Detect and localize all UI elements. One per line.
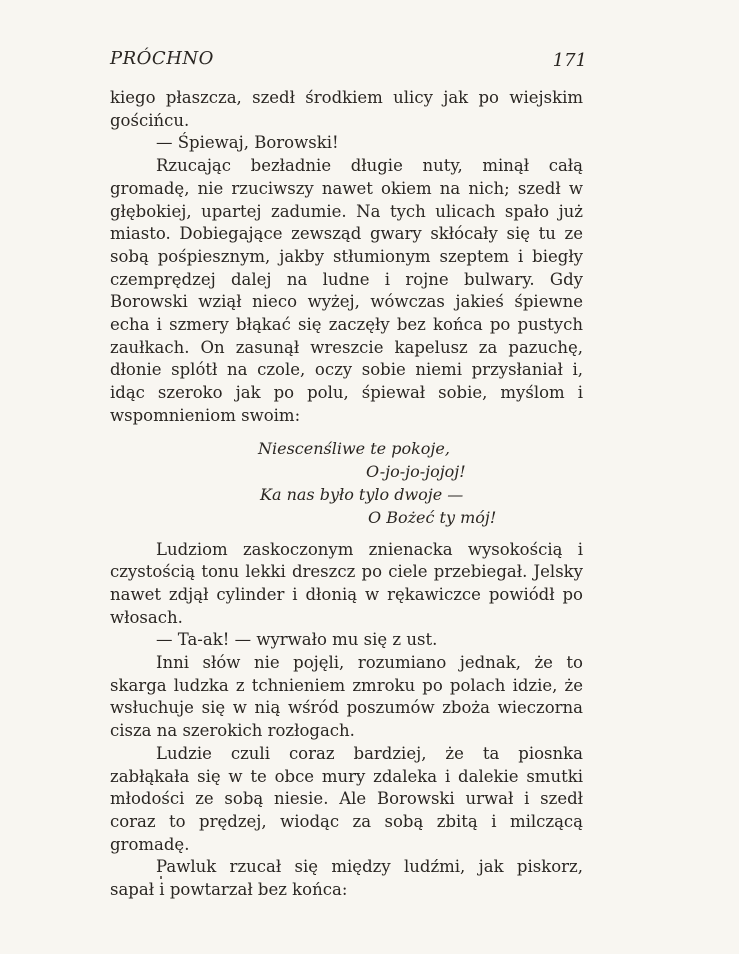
paragraph: Rzucając bezładnie długie nuty, minął całą gromadę, nie rzuciwszy nawet okiem na nich; szedł w głębokiej, upartej zadumie. Na tych ulicach spało już miasto. Dobiegające zewsząd gwary skłócały się tu ze sobą pośpiesznym, jakby stłumionym szeptem i biegły czemprędzej dalej na ludne i rojne bulwary. Gdy Borowski wziął nieco wyżej, wówczas jakieś śpiewne echa i szmery błąkać się zaczęły bez końca po pustych zaułkach. On zasunął wreszcie kapelusz za pazuchę, dłonie splótł na czole, oczy sobie niemi przysłaniał i, idąc szeroko jak po polu, śpiewał sobie, myślom i wspomnieniom swoim: [110, 156, 583, 425]
verse-line: Ka nas było tylo dwoje — [260, 484, 464, 504]
paragraph: Inni słów nie pojęli, rozumiano jednak, że to skarga ludzka z tchnieniem zmroku po polach idzie, że wsłuchuje się w nią wśród poszumów zboża wieczorna cisza na szerokich rozłogach. [110, 653, 583, 741]
paragraph: Pawluk rzucał się między ludźmi, jak piskorz, sapał i powtarzał bez końca: [110, 857, 583, 900]
paragraph-dialogue: — Śpiewaj, Borowski! [156, 133, 339, 153]
page-number: 171 [552, 50, 587, 71]
song-verse [110, 437, 583, 529]
paragraph: Ludzie czuli coraz bardziej, że ta piosnka zabłąkała się w te obce mury zdaleka i dalekie smutki młodości ze sobą niesie. Ale Borowski urwał i szedł coraz to prędzej, wiodąc za sobą zbitą i milczącą gromadę. [110, 743, 583, 854]
verse-line: Niescenśliwe te pokoje, [258, 438, 450, 458]
running-head-title: PRÓCHNO [110, 48, 214, 69]
paragraph-continuation: kiego płaszcza, szedł środkiem ulicy jak po wiejskim gościńcu. [110, 88, 583, 130]
body-text [110, 87, 583, 902]
ink-speck [160, 876, 162, 879]
paragraph: Ludziom zaskoczonym znienacka wysokością i czystością tonu lekki dreszcz po ciele przebiegał. Jelsky nawet zdjął cylinder i dłonią w rękawiczce powiódł po włosach. [110, 539, 583, 627]
paragraph-dialogue: — Ta-ak! — wyrwało mu się z ust. [156, 630, 438, 650]
verse-line: O-jo-jo-jojoj! [366, 461, 466, 481]
verse-line: O Bożeć ty mój! [368, 507, 497, 527]
